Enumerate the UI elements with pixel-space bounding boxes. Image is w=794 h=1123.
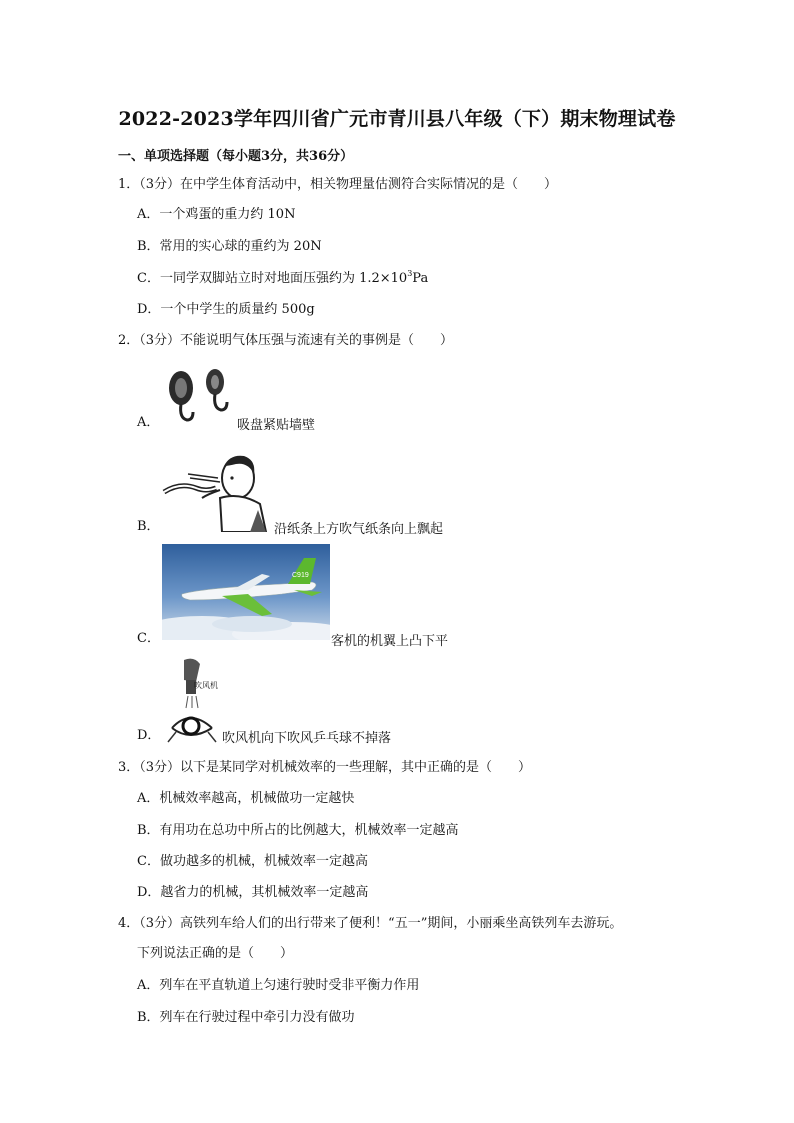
exponent: 3: [407, 269, 413, 278]
question-1-option-b: B．常用的实心球的重约为 20N: [137, 239, 322, 254]
question-4-option-a: A．列车在平直轨道上匀速行驶时受非平衡力作用: [137, 978, 420, 993]
question-2-stem: 2．（3分）不能说明气体压强与流速有关的事例是（ ）: [118, 333, 454, 348]
question-2-option-b-label: B．: [137, 519, 160, 534]
question-2-option-a-text: 吸盘紧贴墙壁: [237, 418, 316, 433]
question-4-stem-line-1: 4．（3分）高铁列车给人们的出行带来了便利！“五一”期间，小丽乘坐高铁列车去游玩。: [118, 916, 623, 931]
question-4-option-b: B．列车在行驶过程中牵引力没有做功: [137, 1010, 355, 1025]
question-1-option-a: A．一个鸡蛋的重力约 10N: [137, 207, 296, 222]
suction-cup-image: [163, 364, 235, 428]
question-3-option-a: A．机械效率越高，机械做功一定越快: [137, 791, 355, 806]
question-3-stem: 3．（3分）以下是某同学对机械效率的一些理解，其中正确的是（ ）: [118, 760, 532, 775]
question-2-option-b-text: 沿纸条上方吹气纸条向上飘起: [274, 522, 444, 537]
boy-blowing-paper-image: [160, 448, 272, 532]
question-1-option-c: [137, 270, 428, 288]
hair-dryer-label: 吹风机: [194, 681, 218, 690]
question-4-stem-line-2: 下列说法正确的是（ ）: [137, 946, 294, 961]
airliner-image: [162, 544, 330, 640]
c919-tail-text: C919: [292, 572, 309, 579]
option-c-text: C．一同学双脚站立时对地面压强约为 1.2×10: [137, 271, 408, 286]
question-2-option-d-label: D．: [137, 728, 161, 743]
question-1-stem: 1．（3分）在中学生体育活动中，相关物理量估测符合实际情况的是（ ）: [118, 177, 558, 192]
page-title: 2022-2023学年四川省广元市青川县八年级（下）期末物理试卷: [118, 108, 676, 130]
question-3-option-c: C．做功越多的机械，机械效率一定越高: [137, 854, 368, 869]
question-2-option-a-label: A．: [137, 415, 160, 430]
section-heading: 一、单项选择题（每小题3分，共36分）: [118, 149, 354, 164]
question-2-option-c-text: 客机的机翼上凸下平: [331, 634, 449, 649]
unit: Pa: [412, 271, 429, 286]
question-3-option-d: D．越省力的机械，其机械效率一定越高: [137, 885, 369, 900]
hair-dryer-ball-image: [164, 656, 220, 744]
question-3-option-b: B．有用功在总功中所占的比例越大，机械效率一定越高: [137, 823, 459, 838]
question-1-option-d: D．一个中学生的质量约 500g: [137, 302, 315, 317]
question-2-option-c-label: C．: [137, 631, 160, 646]
question-2-option-d-text: 吹风机向下吹风乒乓球不掉落: [222, 731, 392, 746]
